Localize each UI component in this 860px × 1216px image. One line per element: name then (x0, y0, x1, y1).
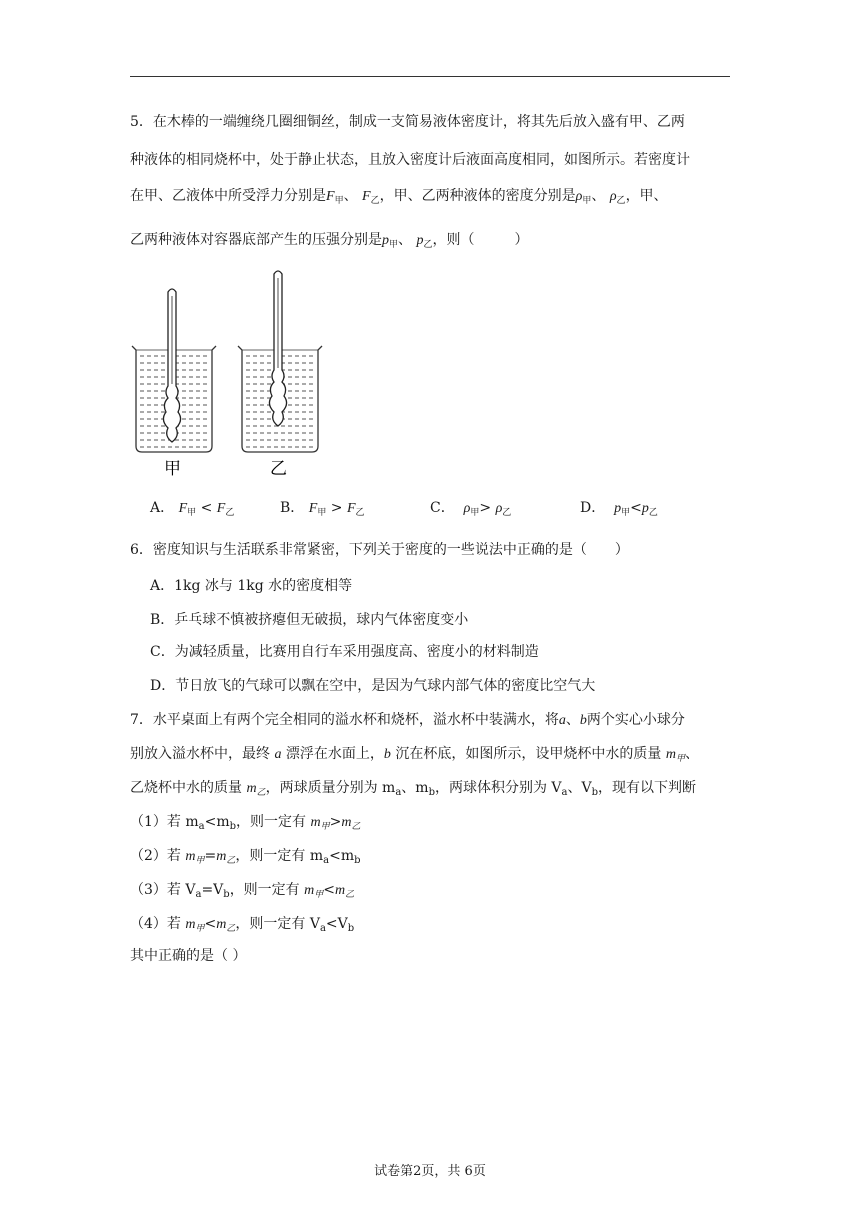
q5-option-d[interactable]: D． $p_甲<p_乙$ (580, 500, 658, 518)
hydrometer-figure (128, 266, 328, 480)
q5-line3: 在甲、乙液体中所受浮力分别是$F_甲$、 $F_乙$，甲、乙两种液体的密度分别是$\rho_甲$、 $\rho_乙$，甲、 (130, 188, 668, 206)
q5-line2: 种液体的相同烧杯中，处于静止状态，且放入密度计后液面高度相同，如图所示。若密度计 (130, 152, 690, 168)
fig-label-jia: 甲 (164, 459, 181, 479)
q6-stem: 6．密度知识与生活联系非常紧密，下列关于密度的一些说法中正确的是（ ） (130, 542, 629, 558)
q7-end: 其中正确的是（ ） (130, 948, 247, 964)
q5-line4: 乙两种液体对容器底部产生的压强分别是$p_甲$、 $p_乙$，则（ ） (130, 232, 529, 250)
header-rule (130, 76, 730, 77)
q7-judgement-3: （3）若 $V_a=V_b$，则一定有 $m_甲<m_乙$ (130, 882, 355, 900)
q6-option-a[interactable]: A．1kg 冰与 1kg 水的密度相等 (150, 578, 353, 594)
q5-option-c[interactable]: C． $\rho_甲> \rho_乙$ (430, 500, 512, 518)
q6-option-b[interactable]: B．乒乓球不慎被挤瘪但无破损，球内气体密度变小 (150, 612, 469, 628)
hydrometer-jia (163, 289, 180, 442)
q6-option-d[interactable]: D．节日放飞的气球可以飘在空中，是因为气球内部气体的密度比空气大 (150, 678, 596, 694)
q7-judgement-4: （4）若 $m_甲<m_乙$，则一定有 $V_a<V_b$ (130, 916, 355, 934)
q7-judgement-1: （1）若 $m_a<m_b$，则一定有 $m_甲>m_乙$ (130, 814, 361, 832)
q5-option-a[interactable]: A． $F_甲 < F_乙$ (150, 500, 235, 518)
fig-label-yi: 乙 (270, 459, 287, 479)
q7-judgement-2: （2）若 $m_甲=m_乙$，则一定有 $m_a<m_b$ (130, 848, 361, 866)
q7-line3: 乙烧杯中水的质量 $m_乙$，两球质量分别为 $m_a$、$m_b$，两球体积分别为 $V_a$、$V_b$，现有以下判断 (130, 780, 697, 798)
hydrometer-yi (269, 271, 286, 426)
q6-option-c[interactable]: C．为减轻质量，比赛用自行车采用强度高、密度小的材料制造 (150, 644, 539, 660)
q5-option-b[interactable]: B． $F_甲 > F_乙$ (280, 500, 365, 518)
q5-line1: 5．在木棒的一端缠绕几圈细铜丝，制成一支简易液体密度计，将其先后放入盛有甲、乙两 (130, 114, 685, 130)
q7-line2: 别放入溢水杯中，最终 a 漂浮在水面上，b 沉在杯底，如图所示，设甲烧杯中水的质量 $m_甲$、 (130, 746, 699, 764)
q7-line1: 7．水平桌面上有两个完全相同的溢水杯和烧杯，溢水杯中装满水，将a、b两个实心小球分 (130, 712, 685, 728)
page-footer: 试卷第2页，共 6页 (374, 1164, 486, 1179)
